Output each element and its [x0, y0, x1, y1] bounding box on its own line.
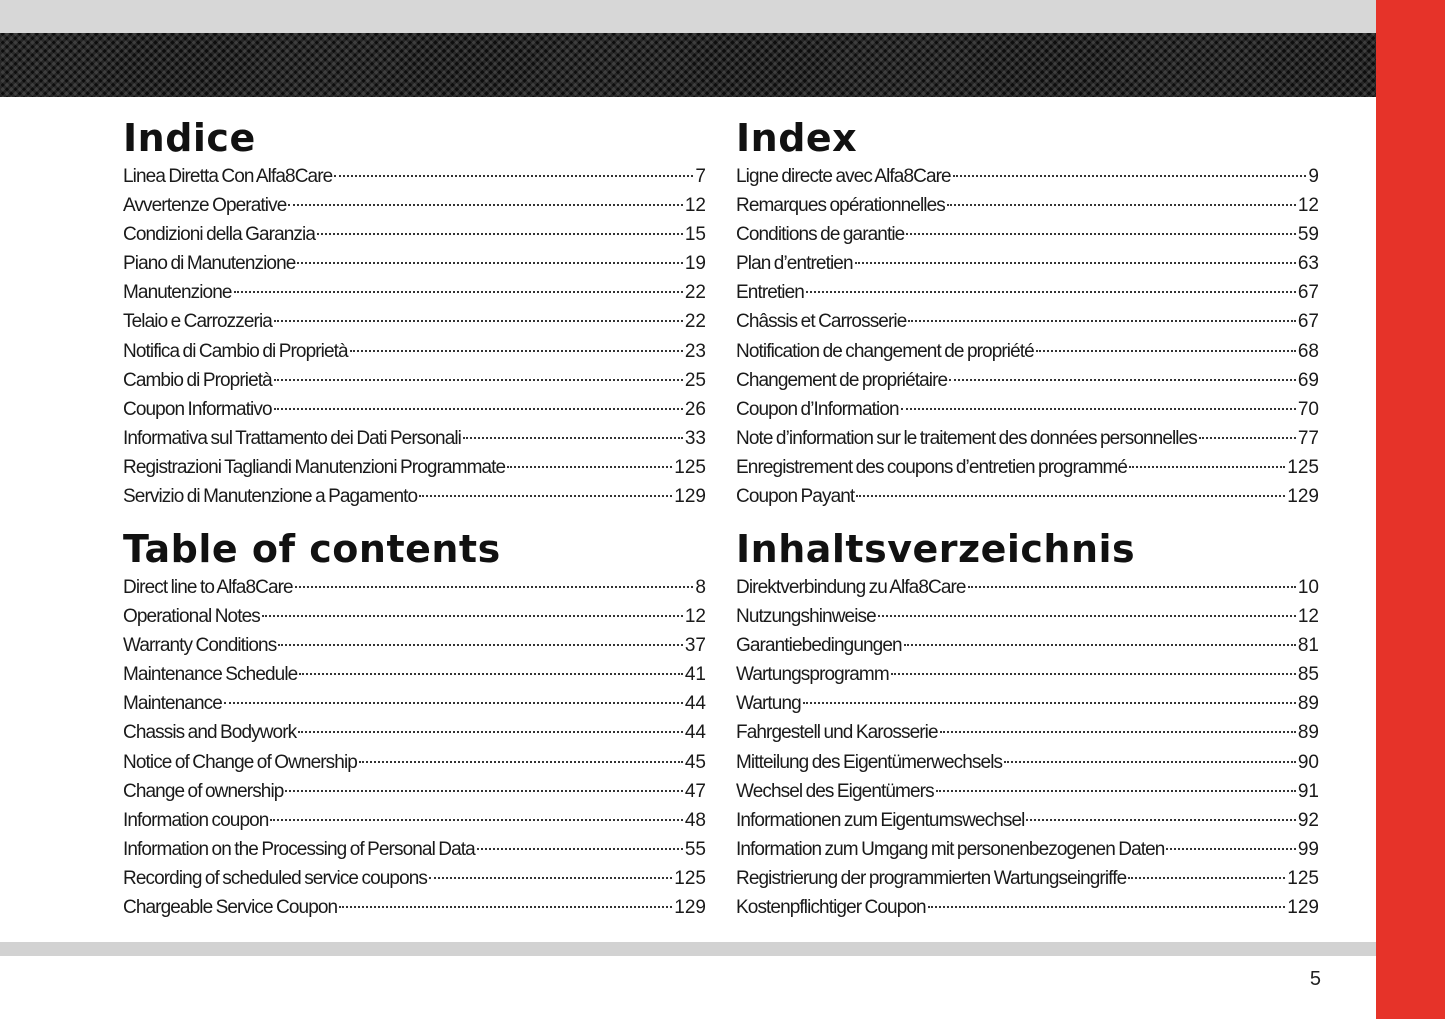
entry-list [123, 162, 706, 511]
entry-page-number: 81 [1297, 635, 1319, 657]
entry-title: Warranty Conditions [123, 635, 277, 657]
entry-title: Cambio di Proprietà [123, 369, 272, 391]
section-title: Table of contents [123, 527, 501, 571]
toc-entry[interactable] [123, 893, 706, 922]
entry-title: Nutzungshinweise [736, 606, 876, 628]
dot-leader [278, 644, 683, 646]
dot-leader [855, 262, 1296, 264]
toc-entry[interactable] [123, 220, 706, 249]
toc-entry[interactable] [736, 660, 1319, 689]
toc-entry[interactable] [736, 395, 1319, 424]
dot-leader [1166, 848, 1295, 850]
dot-leader [901, 408, 1296, 410]
toc-entry[interactable] [123, 249, 706, 278]
entry-title: Notification de changement de propriété [736, 340, 1034, 362]
entry-page-number: 22 [684, 282, 706, 304]
dot-leader [359, 761, 683, 763]
dot-leader [908, 320, 1295, 322]
entry-page-number: 45 [684, 751, 706, 773]
entry-page-number: 91 [1297, 780, 1319, 802]
dot-leader [878, 615, 1296, 617]
entry-page-number: 41 [684, 664, 706, 686]
section-title: Index [736, 116, 858, 160]
entry-title: Changement de propriétaire [736, 369, 948, 391]
toc-entry[interactable] [123, 777, 706, 806]
toc-entry[interactable] [736, 777, 1319, 806]
dot-leader [806, 291, 1296, 293]
entry-title: Recording of scheduled service coupons [123, 867, 428, 889]
entry-title: Garantiebedingungen [736, 635, 902, 657]
toc-entry[interactable] [736, 573, 1319, 602]
dot-leader [234, 291, 683, 293]
entry-page-number: 92 [1297, 809, 1319, 831]
dot-leader [1128, 877, 1285, 879]
entry-title: Information coupon [123, 809, 269, 831]
entry-title: Note d’information sur le traitement des données personnelles [736, 427, 1197, 449]
dot-leader [947, 204, 1296, 206]
toc-entry[interactable] [736, 307, 1319, 336]
toc-entry[interactable] [123, 660, 706, 689]
dot-leader [949, 379, 1296, 381]
toc-entry[interactable] [123, 191, 706, 220]
footer-rule [0, 942, 1376, 956]
toc-entry[interactable] [736, 718, 1319, 747]
entry-page-number: 68 [1297, 340, 1319, 362]
entry-page-number: 125 [674, 456, 706, 478]
entry-page-number: 9 [1308, 166, 1319, 187]
entry-title: Remarques opérationnelles [736, 195, 945, 217]
entry-page-number: 63 [1297, 253, 1319, 275]
entry-title: Enregistrement des coupons d’entretien programmé [736, 456, 1128, 478]
entry-title: Operational Notes [123, 606, 260, 628]
toc-entry[interactable] [736, 162, 1319, 191]
entry-page-number: 23 [684, 340, 706, 362]
toc-entry[interactable] [736, 893, 1319, 922]
toc-entry[interactable] [736, 220, 1319, 249]
toc-entry[interactable] [736, 631, 1319, 660]
entry-page-number: 55 [684, 838, 706, 860]
header-band [0, 0, 1376, 33]
entry-title: Information on the Processing of Personal Data [123, 838, 475, 860]
entry-title: Linea Diretta Con Alfa8Care [123, 166, 333, 187]
entry-title: Entretien [736, 282, 804, 304]
toc-entry[interactable] [736, 748, 1319, 777]
entry-page-number: 44 [684, 722, 706, 744]
dot-leader [1004, 761, 1296, 763]
toc-entry[interactable] [736, 191, 1319, 220]
dot-leader [429, 877, 672, 879]
entry-page-number: 22 [684, 311, 706, 333]
toc-entry[interactable] [736, 689, 1319, 718]
section-indice [123, 118, 706, 511]
dot-leader [1026, 819, 1295, 821]
entry-title: Servizio di Manutenzione a Pagamento [123, 486, 418, 508]
entry-title: Maintenance [123, 693, 222, 715]
section-title: Indice [123, 116, 256, 160]
entry-page-number: 15 [684, 224, 706, 246]
entry-title: Piano di Manutenzione [123, 253, 296, 275]
toc-entry[interactable] [736, 278, 1319, 307]
entry-page-number: 19 [684, 253, 706, 275]
entry-page-number: 12 [684, 606, 706, 628]
entry-title: Maintenance Schedule [123, 664, 298, 686]
entry-title: Registrazioni Tagliandi Manutenzioni Programmate [123, 456, 506, 478]
toc-entry[interactable] [123, 806, 706, 835]
dot-leader [936, 790, 1296, 792]
toc-entry[interactable] [736, 424, 1319, 453]
section-index [736, 118, 1319, 511]
toc-entry[interactable] [123, 395, 706, 424]
entry-title: Wechsel des Eigentümers [736, 780, 934, 802]
dot-leader [295, 586, 694, 588]
entry-title: Wartungsprogramm [736, 664, 889, 686]
entry-list [123, 573, 706, 922]
toc-entry[interactable] [123, 366, 706, 395]
toc-entry[interactable] [123, 337, 706, 366]
dot-leader [285, 790, 682, 792]
entry-title: Fahrgestell und Karosserie [736, 722, 938, 744]
entry-title: Manutenzione [123, 282, 232, 304]
toc-entry[interactable] [123, 835, 706, 864]
entry-page-number: 85 [1297, 664, 1319, 686]
dot-leader [419, 495, 672, 497]
dot-leader [1129, 466, 1285, 468]
entry-title: Conditions de garantie [736, 224, 905, 246]
dot-leader [856, 495, 1285, 497]
dot-leader [274, 379, 683, 381]
entry-title: Kostenpflichtiger Coupon [736, 897, 926, 919]
toc-entry[interactable] [736, 806, 1319, 835]
toc-entry[interactable] [736, 249, 1319, 278]
entry-title: Coupon Payant [736, 486, 855, 508]
dot-leader [274, 408, 683, 410]
dot-leader [891, 673, 1296, 675]
entry-page-number: 90 [1297, 751, 1319, 773]
entry-page-number: 89 [1297, 693, 1319, 715]
dot-leader [940, 731, 1296, 733]
toc-entry[interactable] [123, 631, 706, 660]
dot-leader [1199, 437, 1296, 439]
dot-leader [334, 175, 693, 177]
entry-title: Ligne directe avec Alfa8Care [736, 166, 951, 187]
entry-page-number: 129 [674, 486, 706, 508]
entry-page-number: 33 [684, 427, 706, 449]
dot-leader [299, 673, 683, 675]
dot-leader [288, 204, 683, 206]
entry-page-number: 99 [1297, 838, 1319, 860]
dot-leader [298, 731, 683, 733]
toc-entry[interactable] [123, 864, 706, 893]
toc-entry[interactable] [123, 162, 706, 191]
dot-leader [953, 175, 1307, 177]
entry-title: Information zum Umgang mit personenbezogenen Daten [736, 838, 1165, 860]
entry-title: Informativa sul Trattamento dei Dati Personali [123, 427, 461, 449]
toc-entry[interactable] [123, 307, 706, 336]
entry-page-number: 25 [684, 369, 706, 391]
entry-title: Change of ownership [123, 780, 284, 802]
entry-page-number: 12 [684, 195, 706, 217]
entry-page-number: 48 [684, 809, 706, 831]
toc-entry[interactable] [123, 278, 706, 307]
entry-title: Informationen zum Eigentumswechsel [736, 809, 1025, 831]
entry-title: Notifica di Cambio di Proprietà [123, 340, 348, 362]
entry-title: Chargeable Service Coupon [123, 897, 338, 919]
section-title: Inhaltsverzeichnis [736, 527, 1136, 571]
dot-leader [350, 350, 683, 352]
entry-title: Direct line to Alfa8Care [123, 577, 293, 598]
entry-list [736, 162, 1319, 511]
toc-entry[interactable] [736, 864, 1319, 893]
entry-page-number: 129 [1287, 897, 1319, 919]
toc-entry[interactable] [736, 453, 1319, 482]
dot-leader [224, 702, 683, 704]
dot-leader [463, 437, 683, 439]
dot-leader [262, 615, 683, 617]
dot-leader [317, 233, 683, 235]
entry-page-number: 10 [1297, 577, 1319, 598]
entry-title: Châssis et Carrosserie [736, 311, 907, 333]
section-inhaltsverzeichnis [736, 529, 1319, 922]
toc-entry[interactable] [123, 482, 706, 511]
toc-entry[interactable] [123, 573, 706, 602]
entry-title: Condizioni della Garanzia [123, 224, 316, 246]
entry-page-number: 89 [1297, 722, 1319, 744]
toc-entry[interactable] [736, 482, 1319, 511]
entry-page-number: 77 [1297, 427, 1319, 449]
entry-page-number: 67 [1297, 282, 1319, 304]
toc-entry[interactable] [736, 366, 1319, 395]
dot-leader [928, 906, 1286, 908]
toc-entry[interactable] [123, 689, 706, 718]
toc-entry[interactable] [736, 602, 1319, 631]
dot-leader [339, 906, 672, 908]
entry-title: Direktverbindung zu Alfa8Care [736, 577, 966, 598]
entry-page-number: 69 [1297, 369, 1319, 391]
dot-leader [507, 466, 672, 468]
entry-page-number: 70 [1297, 398, 1319, 420]
entry-title: Wartung [736, 693, 801, 715]
toc-entry[interactable] [736, 337, 1319, 366]
entry-title: Avvertenze Operative [123, 195, 287, 217]
entry-page-number: 125 [674, 867, 706, 889]
entry-page-number: 125 [1287, 867, 1319, 889]
toc-entry[interactable] [736, 835, 1319, 864]
entry-page-number: 59 [1297, 224, 1319, 246]
dot-leader [904, 644, 1296, 646]
page-number: 5 [1309, 968, 1321, 990]
dot-leader [270, 819, 682, 821]
dot-leader [906, 233, 1296, 235]
entry-title: Chassis and Bodywork [123, 722, 297, 744]
entry-title: Coupon d’Information [736, 398, 899, 420]
entry-list [736, 573, 1319, 922]
entry-page-number: 129 [1287, 486, 1319, 508]
entry-page-number: 12 [1297, 606, 1319, 628]
entry-page-number: 125 [1287, 456, 1319, 478]
entry-page-number: 44 [684, 693, 706, 715]
toc-entry[interactable] [123, 602, 706, 631]
dot-leader [1036, 350, 1296, 352]
entry-page-number: 7 [695, 166, 706, 187]
entry-title: Notice of Change of Ownership [123, 751, 357, 773]
dot-leader [297, 262, 682, 264]
red-side-tab [1376, 0, 1445, 1019]
dot-leader [968, 586, 1296, 588]
toc-entry[interactable] [123, 748, 706, 777]
entry-title: Mitteilung des Eigentümerwechsels [736, 751, 1003, 773]
section-table-of-contents [123, 529, 706, 922]
toc-entry[interactable] [123, 424, 706, 453]
dot-leader [477, 848, 683, 850]
entry-page-number: 8 [695, 577, 706, 598]
entry-page-number: 26 [684, 398, 706, 420]
dot-leader [274, 320, 683, 322]
entry-title: Plan d’entretien [736, 253, 853, 275]
entry-page-number: 129 [674, 897, 706, 919]
entry-page-number: 47 [684, 780, 706, 802]
entry-page-number: 67 [1297, 311, 1319, 333]
entry-title: Telaio e Carrozzeria [123, 311, 272, 333]
carbon-fiber-banner [0, 33, 1376, 97]
entry-title: Registrierung der programmierten Wartungseingriffe [736, 867, 1127, 889]
dot-leader [803, 702, 1296, 704]
toc-entry[interactable] [123, 453, 706, 482]
entry-title: Coupon Informativo [123, 398, 272, 420]
entry-page-number: 12 [1297, 195, 1319, 217]
toc-entry[interactable] [123, 718, 706, 747]
entry-page-number: 37 [684, 635, 706, 657]
